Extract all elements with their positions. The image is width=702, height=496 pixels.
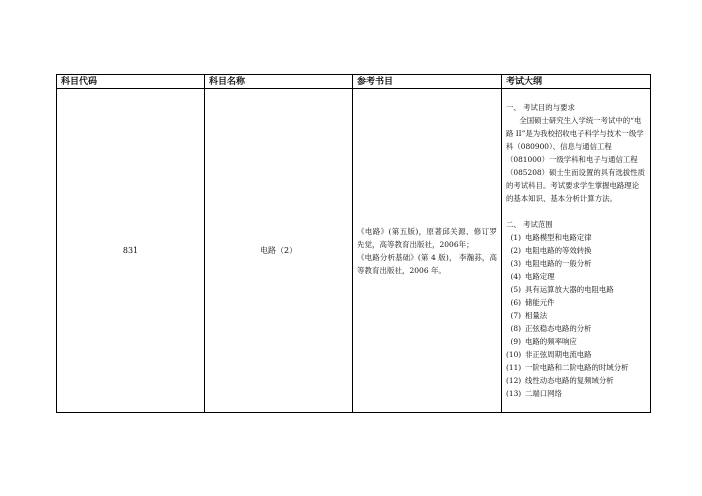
topic-number: (4) bbox=[510, 272, 521, 281]
outline-section-title: 一、 考试目的与要求 bbox=[506, 103, 575, 112]
topic-text: 非正弦周期电流电路 bbox=[525, 350, 592, 359]
topic-number: (5) bbox=[510, 285, 521, 294]
topic-text: 电路模型和电路定律 bbox=[525, 233, 592, 242]
topic-text: 电路的频率响应 bbox=[525, 337, 577, 346]
outline-topic bbox=[506, 231, 646, 244]
table-row bbox=[57, 89, 651, 413]
outline-purpose-text: 全国硕士研究生入学统一考试中的“电路 II”是为我校招收电子科学与技术一级学科（080900）、信息与通信工程（081000）一级学科和电子与通信工程（085208）硕士生而设置的具有选拔性质的考试科目。考试要求学生掌握电路理论的基本知识、基本分析计算方法。 bbox=[506, 116, 646, 203]
reference-item: 《电路》(第五版)，原著邱关源、修订罗先觉，高等教育出版社，2006年； bbox=[357, 226, 497, 249]
outline-topic bbox=[506, 244, 646, 257]
topic-number: (9) bbox=[510, 337, 521, 346]
outline-topic bbox=[506, 283, 646, 296]
subject-code-cell: 831 bbox=[57, 89, 205, 413]
topic-text: 一阶电路和二阶电路的时域分析 bbox=[525, 363, 629, 372]
header-subject-code: 科目代码 bbox=[57, 75, 205, 89]
topic-text: 电阻电路的等效转换 bbox=[525, 246, 592, 255]
exam-outline-cell bbox=[502, 89, 651, 413]
outline-spacer bbox=[506, 205, 646, 218]
references-cell bbox=[353, 89, 502, 413]
outline-topic bbox=[506, 361, 646, 374]
topic-number: (11) bbox=[506, 363, 522, 372]
topic-number: (13) bbox=[506, 389, 522, 398]
outline-topic bbox=[506, 322, 646, 335]
topic-number: (12) bbox=[506, 376, 522, 385]
outline-section-title: 二、 考试范围 bbox=[506, 220, 553, 229]
outline-topic bbox=[506, 270, 646, 283]
topic-text: 储能元件 bbox=[525, 298, 555, 307]
syllabus-table bbox=[56, 74, 651, 413]
topic-text: 线性动态电路的复频域分析 bbox=[525, 376, 614, 385]
topic-text: 电阻电路的一般分析 bbox=[525, 259, 592, 268]
topic-text: 具有运算放大器的电阻电路 bbox=[525, 285, 614, 294]
outline-topic bbox=[506, 257, 646, 270]
topic-number: (3) bbox=[510, 259, 521, 268]
outline-topic bbox=[506, 374, 646, 387]
topic-number: (8) bbox=[510, 324, 521, 333]
topic-text: 电路定理 bbox=[525, 272, 555, 281]
topic-number: (6) bbox=[510, 298, 521, 307]
topic-text: 相量法 bbox=[525, 311, 548, 320]
header-subject-name: 科目名称 bbox=[205, 75, 353, 89]
reference-item: 《电路分析基础》(第 4 版)， 李瀚荪，高等教育出版社，2006 年。 bbox=[357, 252, 497, 275]
outline-topic bbox=[506, 309, 646, 322]
header-exam-outline: 考试大纲 bbox=[502, 75, 651, 89]
topic-text: 正弦稳态电路的分析 bbox=[525, 324, 592, 333]
outline-topic bbox=[506, 387, 646, 400]
topic-number: (2) bbox=[510, 246, 521, 255]
outline-topic bbox=[506, 296, 646, 309]
outline-topic bbox=[506, 335, 646, 348]
header-row bbox=[57, 75, 651, 89]
topic-number: (1) bbox=[510, 233, 521, 242]
header-references: 参考书目 bbox=[353, 75, 502, 89]
topic-number: (7) bbox=[510, 311, 521, 320]
subject-name-cell: 电路（2） bbox=[205, 89, 353, 413]
topic-number: (10) bbox=[506, 350, 522, 359]
outline-topic bbox=[506, 348, 646, 361]
topic-text: 二端口网络 bbox=[525, 389, 562, 398]
